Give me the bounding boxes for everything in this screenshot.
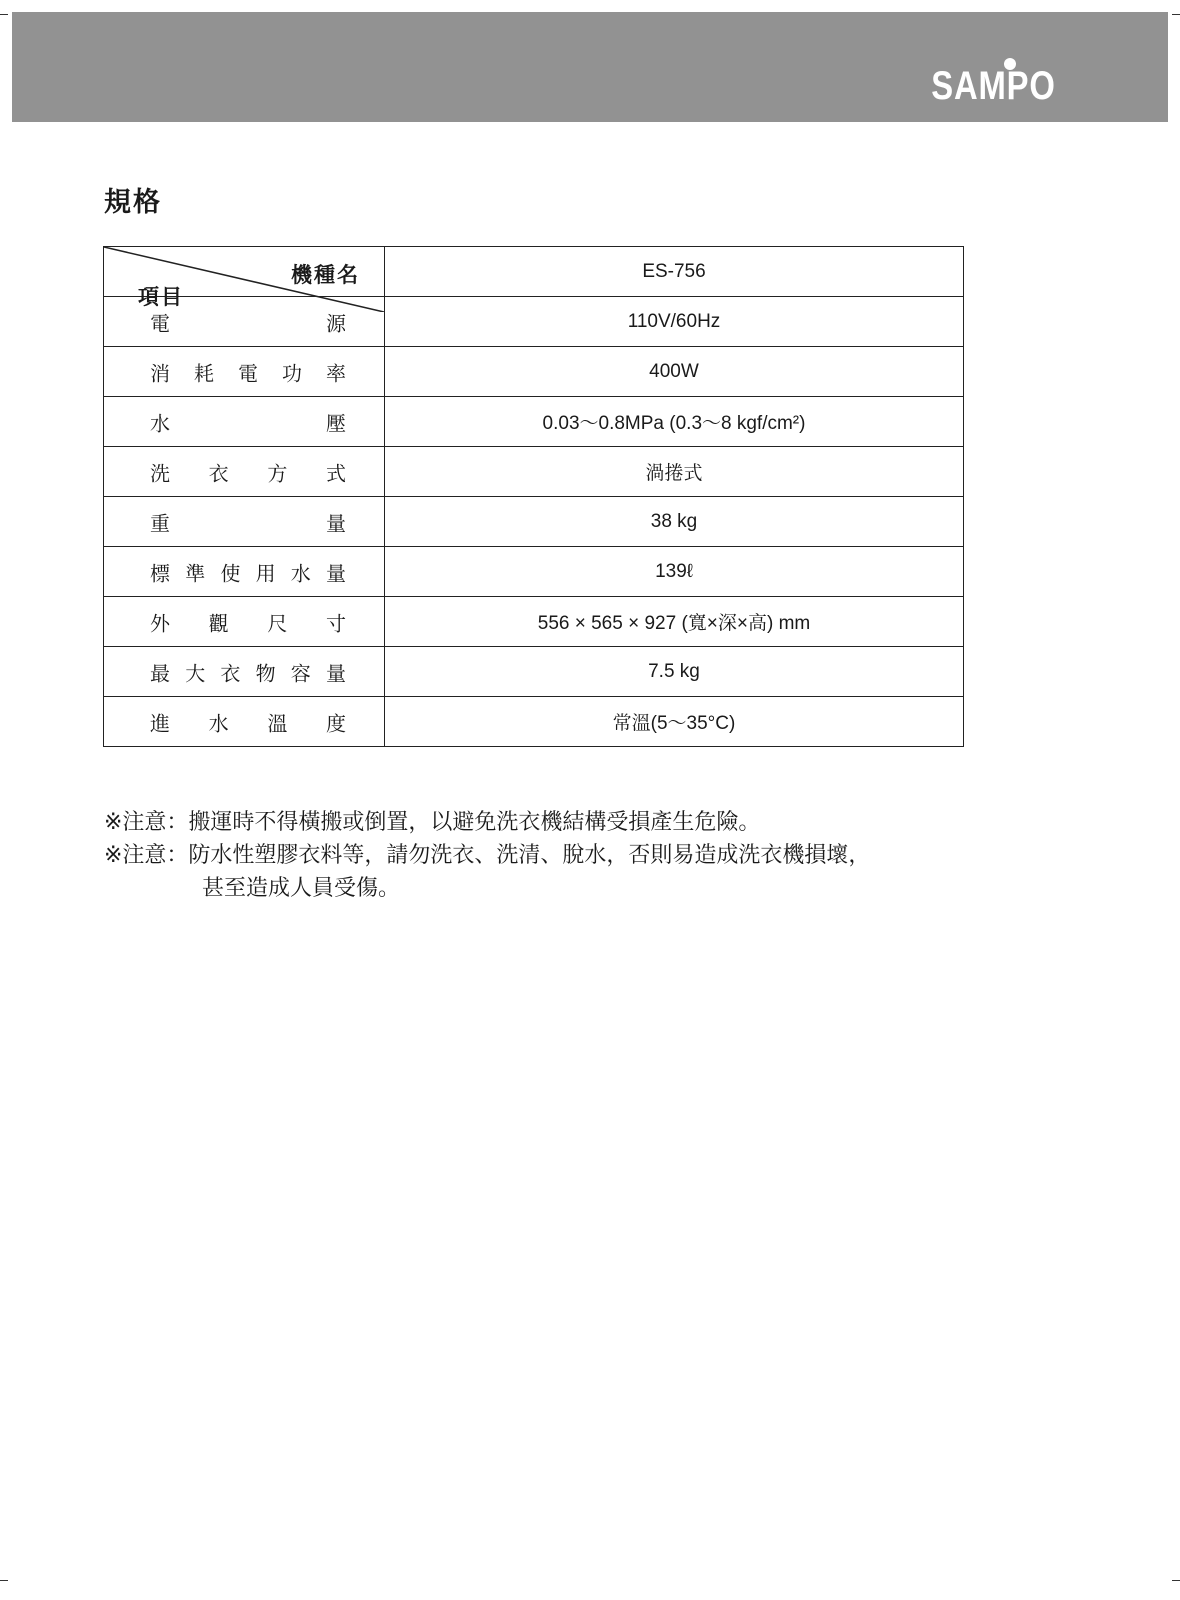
spec-label-cell bbox=[104, 597, 385, 647]
note-waterproof: ※注意：防水性塑膠衣料等，請勿洗衣、洗清、脫水，否則易造成洗衣機損壞， bbox=[104, 843, 871, 868]
spec-value: 7.5 kg bbox=[385, 647, 964, 697]
spec-value: 0.03～0.8MPa (0.3～8 kgf/cm²) bbox=[385, 397, 964, 447]
spec-label-char: 溫 bbox=[267, 711, 288, 735]
spec-label-cell bbox=[104, 697, 385, 747]
spec-label-char: 水 bbox=[150, 411, 170, 435]
table-row bbox=[104, 447, 964, 497]
spec-label-cell bbox=[104, 447, 385, 497]
spec-label bbox=[150, 407, 346, 436]
table-row bbox=[104, 397, 964, 447]
spec-label-char: 式 bbox=[325, 461, 346, 485]
crop-mark bbox=[0, 1580, 8, 1581]
notes bbox=[104, 806, 870, 905]
spec-label-char: 觀 bbox=[208, 611, 229, 635]
diagonal-header-cell bbox=[104, 247, 385, 309]
spec-table bbox=[103, 246, 964, 747]
spec-label-char: 功 bbox=[282, 361, 302, 385]
spec-label-char: 容 bbox=[290, 661, 311, 685]
note-waterproof-continued: 甚至造成人員受傷。 bbox=[202, 876, 401, 901]
spec-label-char: 率 bbox=[326, 361, 346, 385]
spec-label-char: 洗 bbox=[150, 461, 170, 485]
spec-value: 556 × 565 × 927 (寬×深×高) mm bbox=[385, 597, 964, 647]
spec-label-char: 電 bbox=[150, 311, 170, 335]
spec-label-char: 重 bbox=[150, 511, 170, 535]
spec-label-char: 寸 bbox=[325, 611, 346, 635]
spec-label-char: 耗 bbox=[194, 361, 214, 385]
spec-value: 常溫(5～35°C) bbox=[385, 697, 964, 747]
spec-label bbox=[150, 357, 346, 386]
spec-label-cell bbox=[104, 547, 385, 597]
spec-label-char: 標 bbox=[150, 561, 170, 585]
model-name-label: 機種名 bbox=[291, 263, 360, 287]
spec-label-char: 最 bbox=[150, 661, 170, 685]
spec-label bbox=[150, 307, 346, 336]
spec-label-char: 尺 bbox=[267, 611, 288, 635]
spec-label-cell bbox=[104, 347, 385, 397]
spec-label-char: 水 bbox=[208, 711, 229, 735]
spec-label-char: 進 bbox=[150, 711, 170, 735]
spec-label bbox=[150, 507, 346, 536]
crop-mark bbox=[1172, 1580, 1180, 1581]
table-row bbox=[104, 597, 964, 647]
spec-label-char: 衣 bbox=[220, 661, 241, 685]
spec-label-char: 源 bbox=[326, 311, 346, 335]
spec-label-char: 量 bbox=[326, 511, 346, 535]
spec-label-cell bbox=[104, 497, 385, 547]
crop-mark bbox=[0, 14, 8, 15]
spec-value: 38 kg bbox=[385, 497, 964, 547]
spec-label-char: 壓 bbox=[326, 411, 346, 435]
spec-label-cell bbox=[104, 647, 385, 697]
spec-value: 渦捲式 bbox=[385, 447, 964, 497]
table-row bbox=[104, 347, 964, 397]
spec-label-char: 衣 bbox=[208, 461, 229, 485]
table-row bbox=[104, 697, 964, 747]
spec-label-cell bbox=[104, 297, 385, 347]
model-number: ES-756 bbox=[385, 247, 964, 297]
spec-label bbox=[150, 707, 346, 736]
table-row bbox=[104, 497, 964, 547]
spec-value: 400W bbox=[385, 347, 964, 397]
spec-label bbox=[150, 657, 346, 686]
spec-label-char: 水 bbox=[290, 561, 311, 585]
spec-label-char: 用 bbox=[255, 561, 276, 585]
spec-label-char: 電 bbox=[238, 361, 258, 385]
spec-label-char: 量 bbox=[325, 561, 346, 585]
section-title: 規格 bbox=[104, 187, 162, 218]
spec-label bbox=[150, 607, 346, 636]
spec-label-char: 方 bbox=[267, 461, 288, 485]
crop-mark bbox=[1172, 14, 1180, 15]
spec-label bbox=[150, 557, 346, 586]
brand-logo: SAMPO bbox=[931, 64, 1056, 108]
table-row bbox=[104, 547, 964, 597]
spec-label-char: 大 bbox=[185, 661, 206, 685]
spec-label-char: 使 bbox=[220, 561, 241, 585]
spec-label-char: 度 bbox=[325, 711, 346, 735]
spec-label-char: 物 bbox=[255, 661, 276, 685]
spec-value: 110V/60Hz bbox=[385, 297, 964, 347]
spec-label-cell bbox=[104, 397, 385, 447]
spec-label bbox=[150, 457, 346, 486]
table-header-row bbox=[104, 247, 964, 297]
spec-value: 139ℓ bbox=[385, 547, 964, 597]
spec-label-char: 外 bbox=[150, 611, 170, 635]
table-row bbox=[104, 647, 964, 697]
spec-label-char: 量 bbox=[325, 661, 346, 685]
item-label: 項目 bbox=[138, 285, 184, 309]
note-transport: ※注意：搬運時不得橫搬或倒置，以避免洗衣機結構受損產生危險。 bbox=[104, 810, 761, 835]
spec-label-char: 準 bbox=[185, 561, 206, 585]
table-row bbox=[104, 297, 964, 347]
spec-label-char: 消 bbox=[150, 361, 170, 385]
